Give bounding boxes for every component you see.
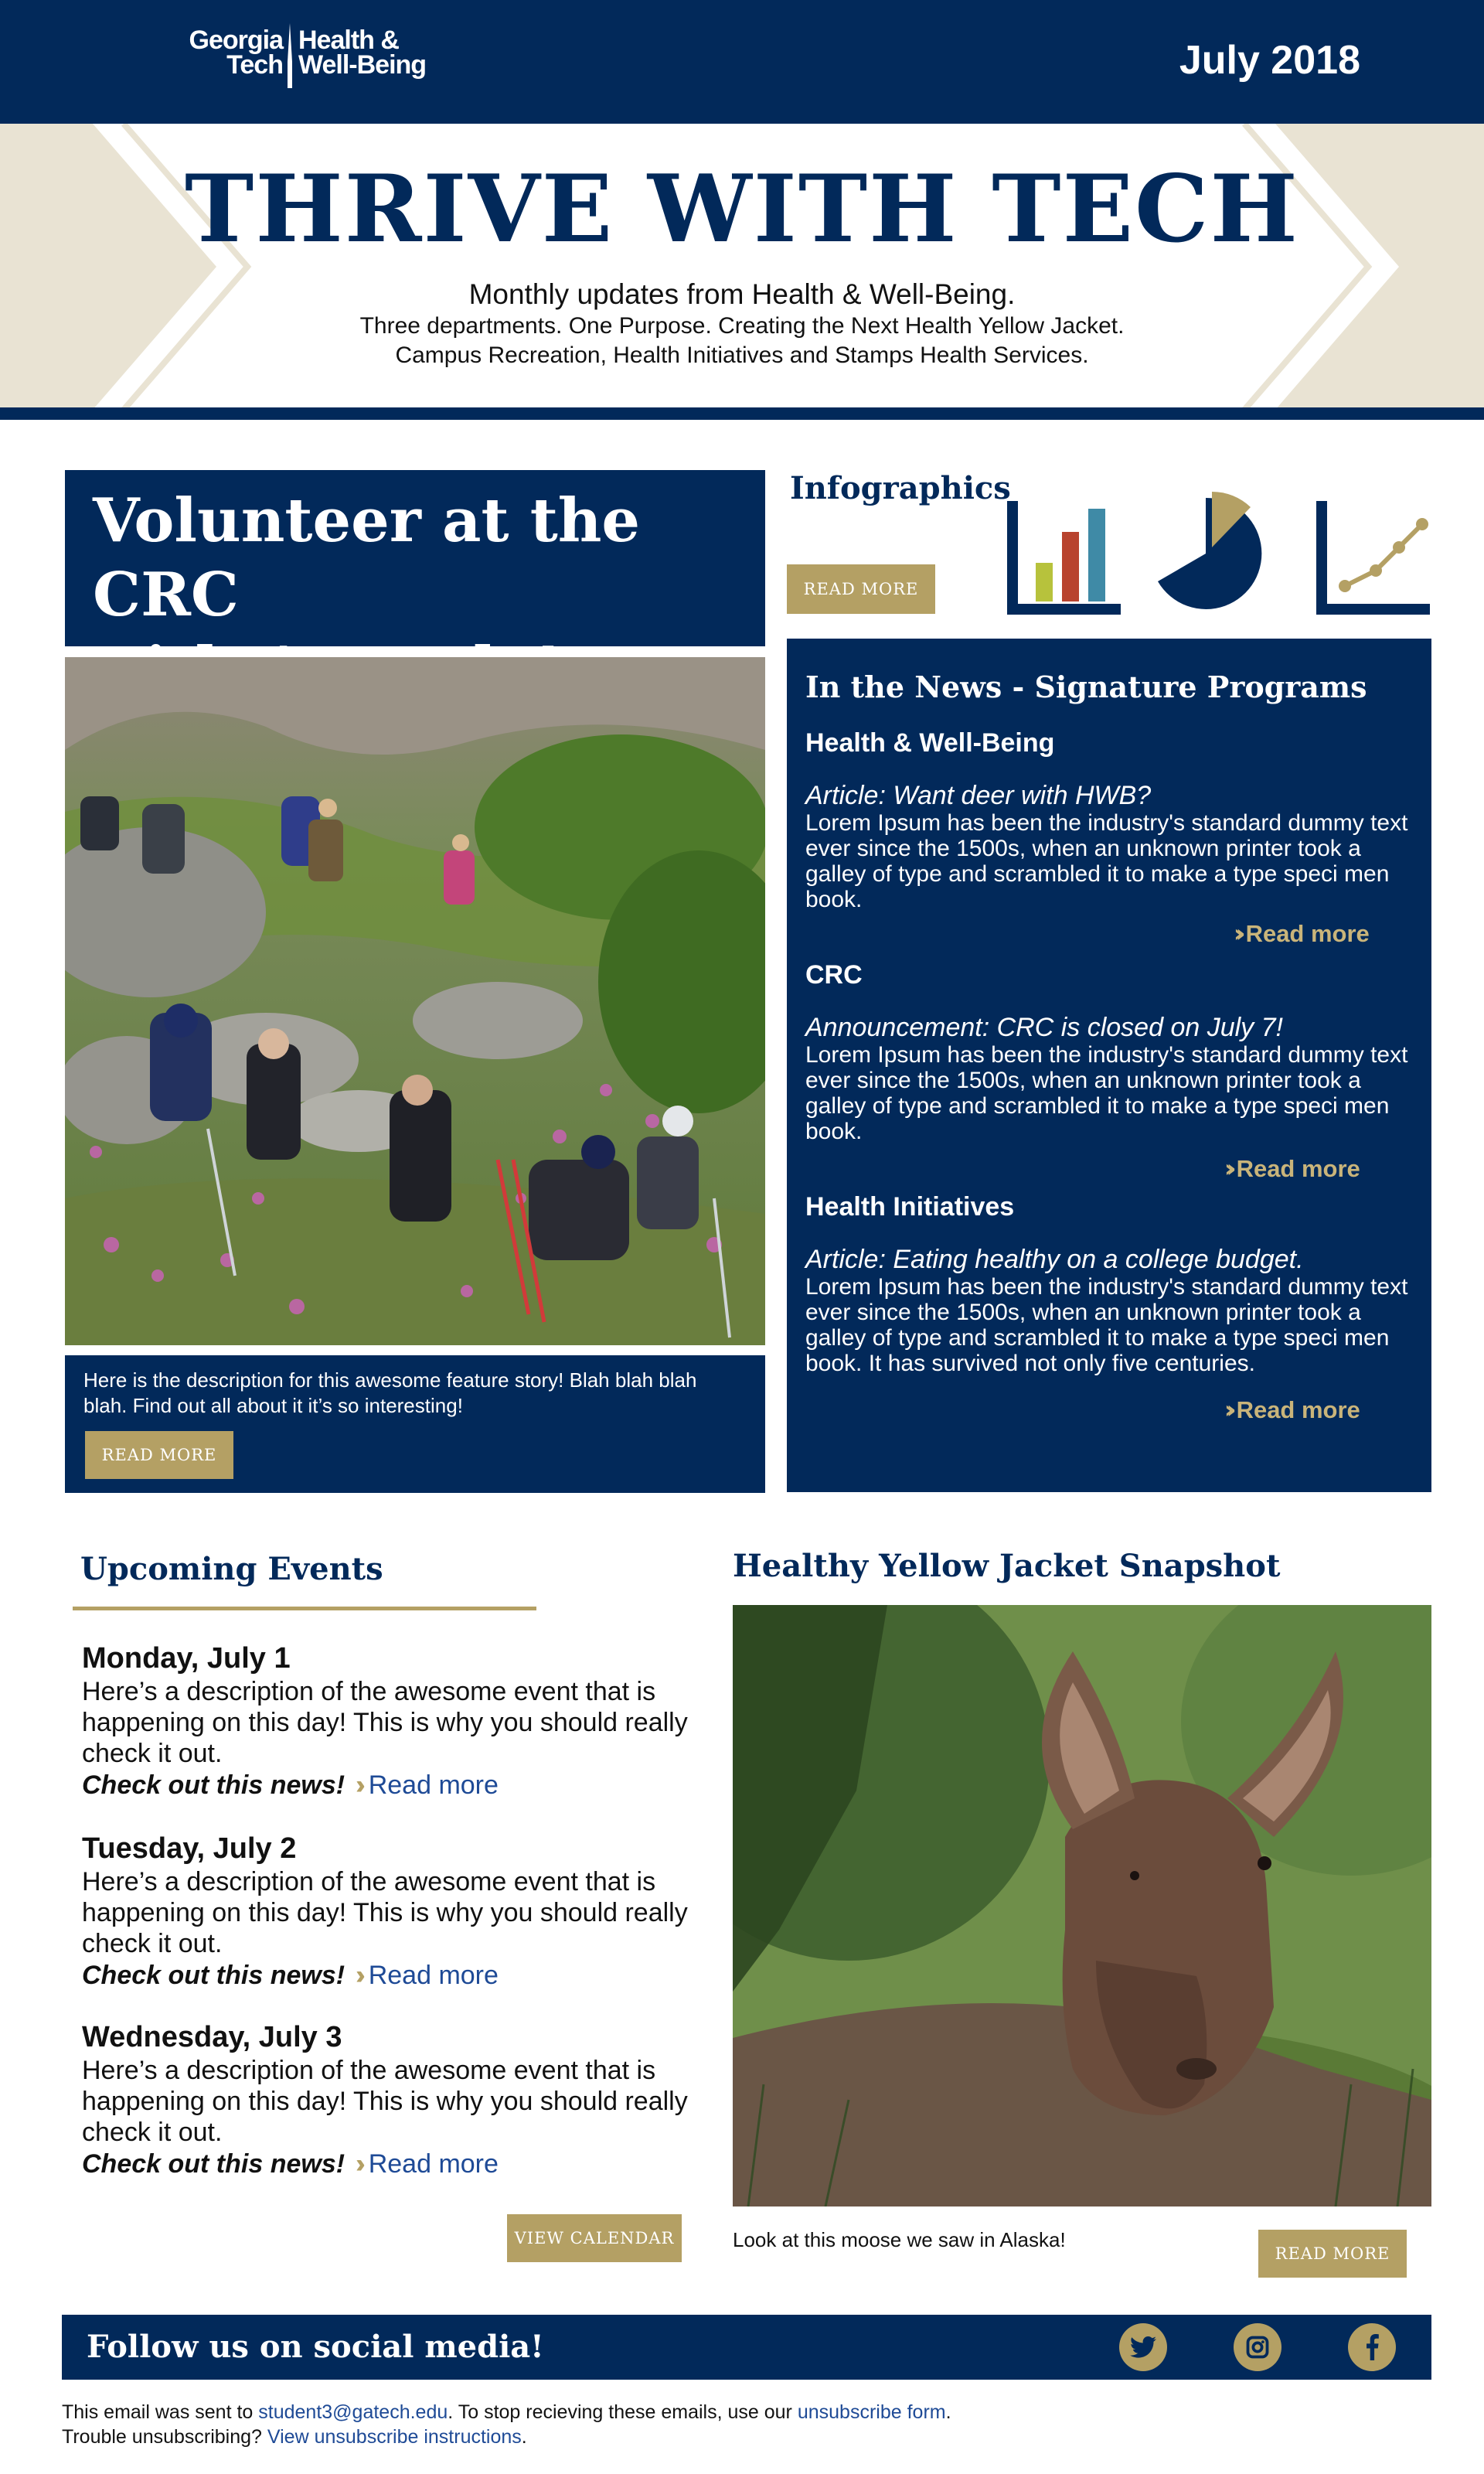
event-check-label: Check out this news! xyxy=(82,1770,345,1800)
news-panel xyxy=(787,639,1431,1492)
news-title: In the News - Signature Programs xyxy=(805,670,1367,704)
facebook-link[interactable] xyxy=(1348,2323,1396,2371)
snapshot-photo-moose[interactable] xyxy=(733,1605,1431,2206)
double-chevron-icon: ›› xyxy=(1234,920,1238,948)
newsletter-title: THRIVE WITH TECH xyxy=(185,155,1299,264)
events-divider xyxy=(73,1607,536,1610)
news-heading-health-initiatives: Health Initiatives xyxy=(805,1192,1015,1222)
news-read-more-label: Read more xyxy=(1245,920,1370,947)
bar-chart-icon xyxy=(1013,501,1121,609)
facebook-icon xyxy=(1364,2334,1380,2360)
feature-photo-hikers[interactable] xyxy=(65,657,765,1345)
unsubscribe-form-link[interactable]: unsubscribe form xyxy=(797,2401,946,2423)
event-read-more-link[interactable]: Read more xyxy=(368,1770,499,1800)
snapshot-read-more-button[interactable]: READ MORE xyxy=(1258,2230,1407,2278)
infographics-title: Infographics xyxy=(790,470,1011,506)
news-read-more-link[interactable] xyxy=(1234,920,1370,948)
footer-text: This email was sent to xyxy=(62,2401,259,2423)
event-link-line xyxy=(82,1770,499,1801)
event-description: Here’s a description of the awesome event that is happening on this day! This is why you should really check it out. xyxy=(82,1867,688,1958)
event-description: Here’s a description of the awesome event that is happening on this day! This is why you should really check it out. xyxy=(82,2056,688,2147)
social-title: Follow us on social media! xyxy=(87,2329,544,2365)
events-title: Upcoming Events xyxy=(80,1551,383,1587)
news-article-body: Lorem Ipsum has been the industry's standard dummy text ever since the 1500s, when an unknown printer took a galley of type and scrambled it to make a type speci men book. xyxy=(805,1042,1408,1144)
feature-read-more-button[interactable]: READ MORE xyxy=(85,1431,233,1479)
footer-text: Trouble unsubscribing? xyxy=(62,2426,267,2448)
twitter-link[interactable] xyxy=(1119,2323,1167,2371)
newsletter-departments: Campus Recreation, Health Initiatives and Stamps Health Services. xyxy=(395,342,1089,368)
footer-text: . xyxy=(521,2426,527,2448)
news-heading-crc: CRC xyxy=(805,960,863,990)
news-heading-hwb: Health & Well-Being xyxy=(805,728,1055,758)
event-read-more-link[interactable]: Read more xyxy=(368,1961,499,1990)
news-read-more-label: Read more xyxy=(1236,1155,1360,1182)
georgia-tech-logo[interactable] xyxy=(144,23,468,88)
header-bar xyxy=(0,0,1484,124)
news-read-more-link[interactable] xyxy=(1224,1155,1360,1183)
news-article-body: Lorem Ipsum has been the industry's standard dummy text ever since the 1500s, when an unknown printer took a galley of type and scrambled it to make a type speci men book. xyxy=(805,810,1408,912)
instagram-link[interactable] xyxy=(1234,2323,1281,2371)
event-link-line xyxy=(82,2149,499,2179)
double-chevron-icon: ›› xyxy=(356,1961,358,1990)
double-chevron-icon: ›› xyxy=(356,1770,358,1800)
footer-email-link[interactable]: student3@gatech.edu xyxy=(258,2401,448,2423)
issue-date: July 2018 xyxy=(1179,38,1360,83)
event-description: Here’s a description of the awesome event that is happening on this day! This is why you should really check it out. xyxy=(82,1677,688,1768)
news-article-title[interactable]: Announcement: CRC is closed on July 7! xyxy=(805,1013,1283,1042)
feature-title-line1: Volunteer at the CRC xyxy=(93,486,641,630)
twitter-icon xyxy=(1130,2336,1156,2359)
line-chart-icon xyxy=(1322,501,1430,609)
event-day: Wednesday, July 3 xyxy=(82,2021,342,2053)
unsubscribe-instructions-link[interactable]: View unsubscribe instructions xyxy=(267,2426,522,2448)
newsletter-subtitle: Monthly updates from Health & Well-Being. xyxy=(468,278,1016,310)
logo-text-georgia: Georgia xyxy=(189,26,283,55)
footer-line-2 xyxy=(62,2426,527,2448)
feature-header xyxy=(65,470,765,646)
logo-text-wellbeing: Well-Being xyxy=(298,50,427,80)
footer-text: . xyxy=(945,2401,951,2423)
newsletter-tagline: Three departments. One Purpose. Creating the Next Health Yellow Jacket. xyxy=(359,313,1125,339)
logo-text-tech: Tech xyxy=(226,50,283,80)
tech-tower-icon xyxy=(285,23,294,88)
social-bar xyxy=(62,2315,1431,2380)
snapshot-caption: Look at this moose we saw in Alaska! xyxy=(733,2228,1066,2251)
news-article-body: Lorem Ipsum has been the industry's standard dummy text ever since the 1500s, when an unknown printer took a galley of type and scrambled it to make a type speci men book. It has survived not only five centuries. xyxy=(805,1274,1408,1376)
infographics-read-more-button[interactable]: READ MORE xyxy=(787,564,935,614)
infographics-icons xyxy=(1005,486,1438,617)
event-read-more-link[interactable]: Read more xyxy=(368,2149,499,2179)
event-day: Tuesday, July 2 xyxy=(82,1832,297,1865)
event-check-label: Check out this news! xyxy=(82,2149,345,2179)
news-article-title[interactable]: Article: Want deer with HWB? xyxy=(805,781,1152,810)
feature-caption: Here is the description for this awesome feature story! Blah blah blah blah. Find out all about it it’s so interesting! xyxy=(83,1368,697,1417)
feature-caption-box xyxy=(65,1355,765,1493)
double-chevron-icon: ›› xyxy=(1224,1396,1229,1424)
event-link-line xyxy=(82,1961,499,1991)
news-article-title[interactable]: Article: Eating healthy on a college budget. xyxy=(805,1245,1304,1274)
news-read-more-link[interactable] xyxy=(1224,1396,1360,1424)
event-day: Monday, July 1 xyxy=(82,1642,291,1675)
logo-text-health: Health & xyxy=(298,26,399,55)
hero-banner xyxy=(0,124,1484,410)
footer-line-1 xyxy=(62,2401,951,2424)
double-chevron-icon: ›› xyxy=(356,2149,358,2179)
footer-text: . To stop recieving these emails, use our xyxy=(448,2401,798,2423)
pie-chart-icon xyxy=(1158,492,1261,609)
news-read-more-label: Read more xyxy=(1236,1396,1360,1423)
banner-divider xyxy=(0,407,1484,420)
instagram-icon xyxy=(1246,2336,1269,2359)
view-calendar-button[interactable]: VIEW CALENDAR xyxy=(507,2214,682,2262)
snapshot-title: Healthy Yellow Jacket Snapshot xyxy=(733,1548,1281,1584)
event-check-label: Check out this news! xyxy=(82,1961,345,1990)
double-chevron-icon: ›› xyxy=(1224,1155,1229,1183)
